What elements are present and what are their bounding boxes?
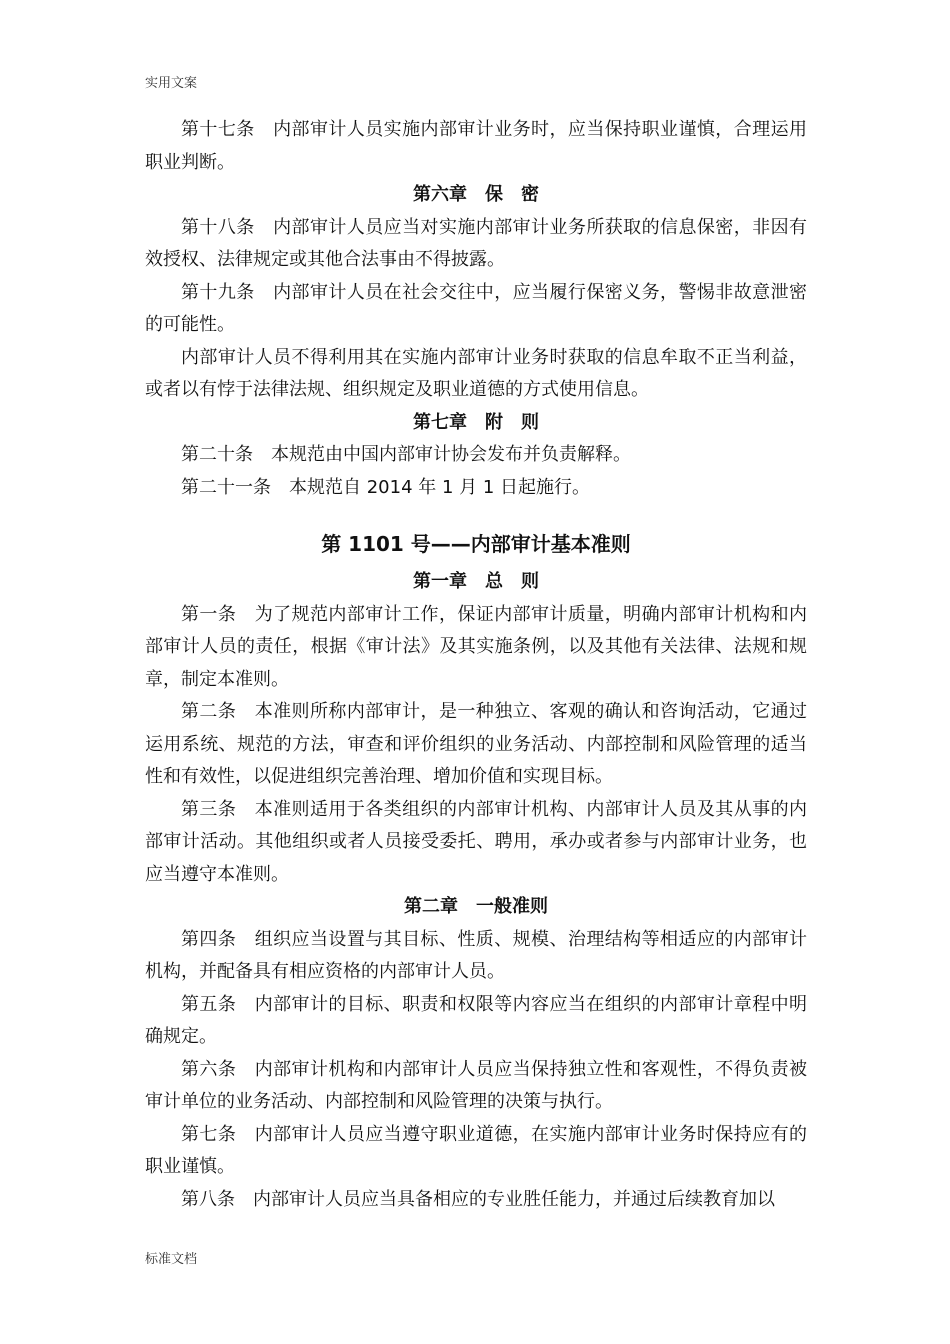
section-spacer (145, 504, 807, 526)
page-header: 实用文案 (145, 76, 198, 91)
article-paragraph: 第一条 为了规范内部审计工作，保证内部审计质量，明确内部审计机构和内部审计人员的责任，根据《审计法》及其实施条例，以及其他有关法律、法规和规章，制定本准则。 (145, 603, 807, 690)
article-paragraph: 第六条 内部审计机构和内部审计人员应当保持独立性和客观性，不得负责被审计单位的业务活动、内部控制和风险管理的决策与执行。 (145, 1058, 807, 1112)
article-paragraph: 第四条 组织应当设置与其目标、性质、规模、治理结构等相适应的内部审计机构，并配备具有相应资格的内部审计人员。 (145, 928, 807, 982)
chapter-heading: 第二章 一般准则 (404, 896, 548, 917)
article-paragraph: 第二条 本准则所称内部审计，是一种独立、客观的确认和咨询活动，它通过运用系统、规范的方法，审查和评价组织的业务活动、内部控制和风险管理的适当性和有效性，以促进组织完善治理、增加价值和实现目标。 (145, 701, 807, 787)
article-paragraph: 第十七条 内部审计人员实施内部审计业务时，应当保持职业谨慎，合理运用职业判断。 (145, 119, 807, 173)
chapter-heading: 第七章 附 则 (413, 411, 539, 433)
article-paragraph: 第十八条 内部审计人员应当对实施内部审计业务所获取的信息保密，非因有效授权、法律规定或其他合法事由不得披露。 (145, 216, 807, 270)
article-paragraph: 第二十条 本规范由中国内部审计协会发布并负责解释。 (181, 444, 631, 465)
article-paragraph: 第八条 内部审计人员应当具备相应的专业胜任能力，并通过后续教育加以 (181, 1188, 775, 1210)
chapter-heading: 第一章 总 则 (413, 571, 539, 592)
article-paragraph: 第十九条 内部审计人员在社会交往中，应当履行保密义务，警惕非故意泄密的可能性。 (145, 281, 807, 335)
standard-title: 第 1101 号——内部审计基本准则 (321, 532, 631, 556)
page-footer: 标准文档 (145, 1252, 198, 1267)
article-paragraph: 第三条 本准则适用于各类组织的内部审计机构、内部审计人员及其从事的内部审计活动。其他组织或者人员接受委托、聘用，承办或者参与内部审计业务，也应当遵守本准则。 (145, 798, 807, 885)
article-paragraph: 第七条 内部审计人员应当遵守职业道德，在实施内部审计业务时保持应有的职业谨慎。 (145, 1123, 807, 1177)
document-body (145, 114, 807, 1216)
article-paragraph: 内部审计人员不得利用其在实施内部审计业务时获取的信息牟取不正当利益，或者以有悖于法律法规、组织规定及职业道德的方式使用信息。 (145, 346, 807, 400)
article-paragraph: 第五条 内部审计的目标、职责和权限等内容应当在组织的内部审计章程中明确规定。 (145, 993, 807, 1047)
chapter-heading: 第六章 保 密 (413, 184, 539, 205)
article-paragraph: 第二十一条 本规范自 2014 年 1 月 1 日起施行。 (181, 476, 591, 498)
